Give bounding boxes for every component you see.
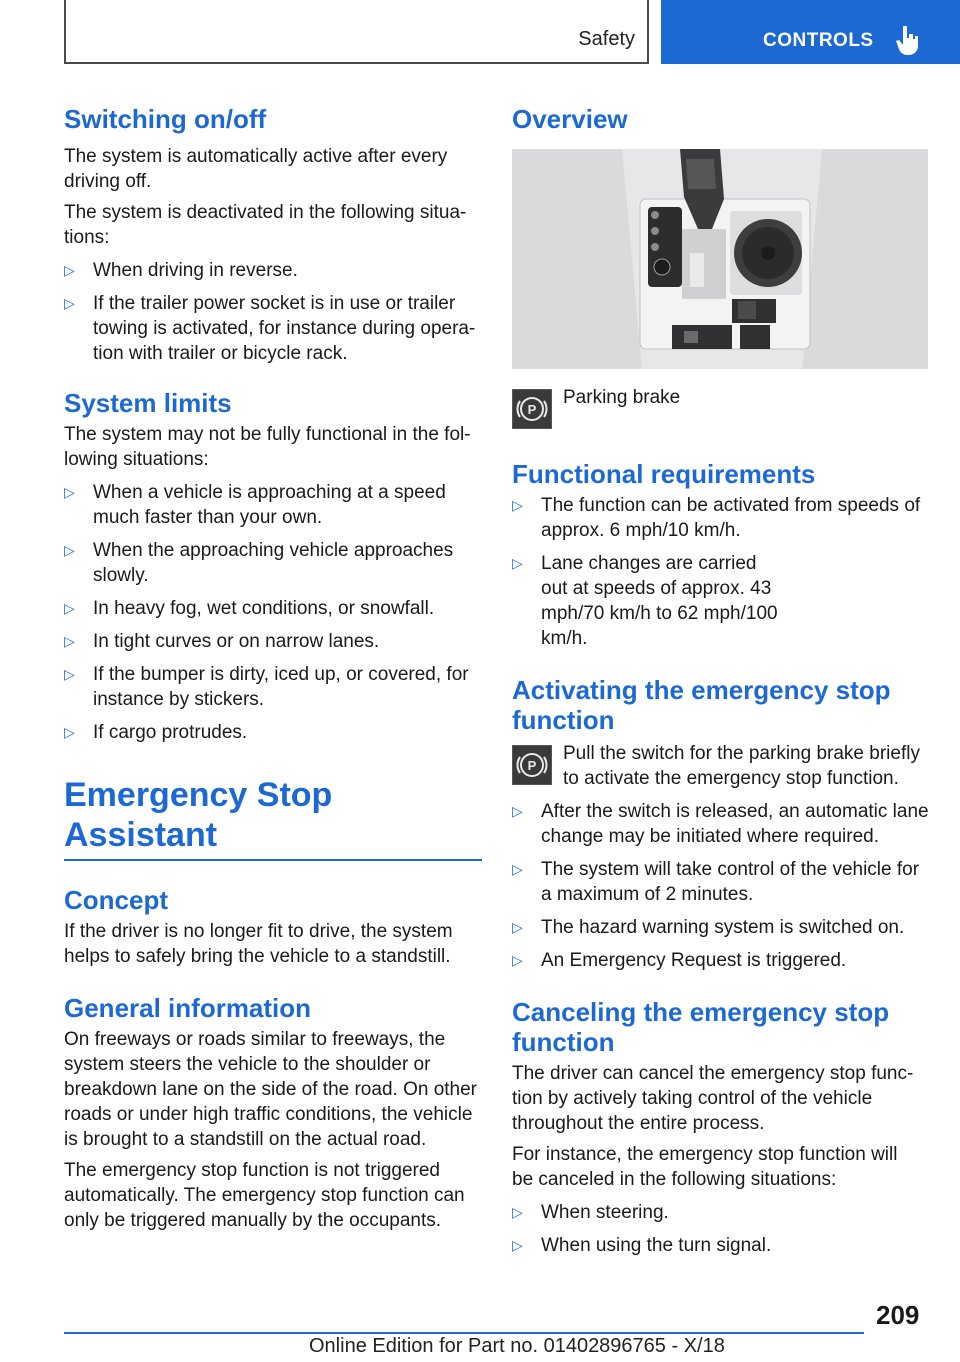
triangle-right-icon: ▷ bbox=[64, 295, 75, 311]
list-item: ▷ The hazard warning system is switched on. bbox=[512, 917, 905, 938]
general-heading: General information bbox=[64, 993, 312, 1023]
overview-heading: Overview bbox=[512, 104, 628, 134]
list-item: ▷ Lane changes are carried out at speeds of approx. 43 mph/70 km/h to 62 mph/100 km/h. bbox=[512, 553, 778, 649]
switching-paragraph-2: The system is deactivated in the following situations: bbox=[64, 202, 467, 248]
canceling-heading: Canceling the emergency stop function bbox=[512, 997, 890, 1057]
list-item: ▷ After the switch is released, an automatic lane change may be initiated where required. bbox=[512, 801, 929, 847]
header-chapter-tab bbox=[661, 0, 960, 64]
header-section-box bbox=[64, 0, 649, 64]
parking-brake-label: Parking brake bbox=[563, 387, 681, 408]
parking-brake-icon bbox=[512, 745, 552, 785]
assistant-heading: Emergency Stop Assistant bbox=[64, 776, 333, 854]
activating-heading: Activating the emergency stop function bbox=[512, 675, 891, 735]
general-paragraph-1: On freeways or roads similar to freeways, the system steers the vehicle to the shoulder or breakdown lane on the side of the road. On other roads or under high traffic conditions, the vehicle is brought to a standstill on the actual road. bbox=[64, 1029, 477, 1150]
list-item: ▷ An Emergency Request is triggered. bbox=[512, 950, 847, 971]
triangle-right-icon: ▷ bbox=[512, 919, 523, 935]
list-item: ▷ When steering. bbox=[512, 1202, 669, 1223]
footer-edition: Online Edition for Part no. 01402896765 - X/18 bbox=[309, 1335, 725, 1357]
list-item: ▷ The system will take control of the vehicle for a maximum of 2 minutes. bbox=[512, 859, 920, 905]
svg-text:P: P bbox=[527, 402, 537, 417]
switching-paragraph-1: The system is automatically active after every driving off. bbox=[64, 146, 448, 192]
list-item: ▷ If the trailer power socket is in use or trailer towing is activated, for instance during operation with trailer or bicycle rack. bbox=[64, 293, 476, 364]
page-number: 209 bbox=[876, 1300, 920, 1330]
list-item: ▷ In tight curves or on narrow lanes. bbox=[64, 631, 380, 652]
triangle-right-icon: ▷ bbox=[64, 542, 75, 558]
concept-paragraph: If the driver is no longer fit to drive, the system helps to safely bring the vehicle to a standstill. bbox=[64, 921, 453, 967]
triangle-right-icon: ▷ bbox=[512, 1237, 523, 1253]
activating-list bbox=[512, 799, 932, 973]
canceling-list bbox=[512, 1200, 932, 1258]
switching-list bbox=[64, 258, 482, 366]
general-paragraph-2: The emergency stop function is not triggered automatically. The emergency stop function can only be triggered manually by the occupants. bbox=[64, 1160, 465, 1231]
svg-text:P: P bbox=[527, 758, 537, 773]
limits-heading: System limits bbox=[64, 388, 232, 418]
list-item: ▷ When a vehicle is approaching at a speed much faster than your own. bbox=[64, 482, 446, 528]
triangle-right-icon: ▷ bbox=[512, 861, 523, 877]
triangle-right-icon: ▷ bbox=[512, 952, 523, 968]
triangle-right-icon: ▷ bbox=[512, 1204, 523, 1220]
assistant-heading-block bbox=[64, 775, 482, 861]
header-chapter-label: CONTROLS bbox=[763, 30, 874, 51]
center-console-image bbox=[512, 149, 928, 369]
triangle-right-icon: ▷ bbox=[64, 666, 75, 682]
triangle-right-icon: ▷ bbox=[64, 600, 75, 616]
requirements-list bbox=[512, 493, 932, 651]
activating-instruction bbox=[512, 745, 932, 791]
triangle-right-icon: ▷ bbox=[512, 497, 523, 513]
limits-paragraph: The system may not be fully functional in the following situations: bbox=[64, 424, 471, 470]
parking-brake-icon bbox=[512, 389, 552, 429]
list-item: ▷ In heavy fog, wet conditions, or snowfall. bbox=[64, 598, 435, 619]
list-item: ▷ When using the turn signal. bbox=[512, 1235, 772, 1256]
activating-text: Pull the switch for the parking brake briefly to activate the emergency stop function. bbox=[563, 743, 920, 789]
limits-list bbox=[64, 480, 482, 745]
canceling-paragraph-1: The driver can cancel the emergency stop function by actively taking control of the vehicle throughout the entire process. bbox=[512, 1063, 914, 1134]
left-column bbox=[64, 100, 482, 1233]
triangle-right-icon: ▷ bbox=[64, 633, 75, 649]
list-item: ▷ When the approaching vehicle approaches slowly. bbox=[64, 540, 454, 586]
list-item: ▷ The function can be activated from speeds of approx. 6 mph/10 km/h. bbox=[512, 495, 921, 541]
list-item: ▷ If cargo protrudes. bbox=[64, 722, 248, 743]
pointing-hand-icon bbox=[895, 24, 921, 56]
switching-heading: Switching on/off bbox=[64, 104, 267, 134]
parking-brake-legend bbox=[512, 389, 932, 429]
right-column bbox=[512, 100, 932, 1258]
requirements-heading: Functional requirements bbox=[512, 459, 816, 489]
triangle-right-icon: ▷ bbox=[512, 555, 523, 571]
triangle-right-icon: ▷ bbox=[64, 724, 75, 740]
triangle-right-icon: ▷ bbox=[64, 262, 75, 278]
list-item: ▷ If the bumper is dirty, iced up, or covered, for instance by stickers. bbox=[64, 664, 469, 710]
concept-heading: Concept bbox=[64, 885, 168, 915]
list-item: ▷ When driving in reverse. bbox=[64, 260, 298, 281]
canceling-paragraph-2: For instance, the emergency stop function will be canceled in the following situations: bbox=[512, 1144, 898, 1190]
triangle-right-icon: ▷ bbox=[512, 803, 523, 819]
triangle-right-icon: ▷ bbox=[64, 484, 75, 500]
header-section-label: Safety bbox=[578, 28, 635, 50]
footer-rule bbox=[64, 1332, 864, 1334]
